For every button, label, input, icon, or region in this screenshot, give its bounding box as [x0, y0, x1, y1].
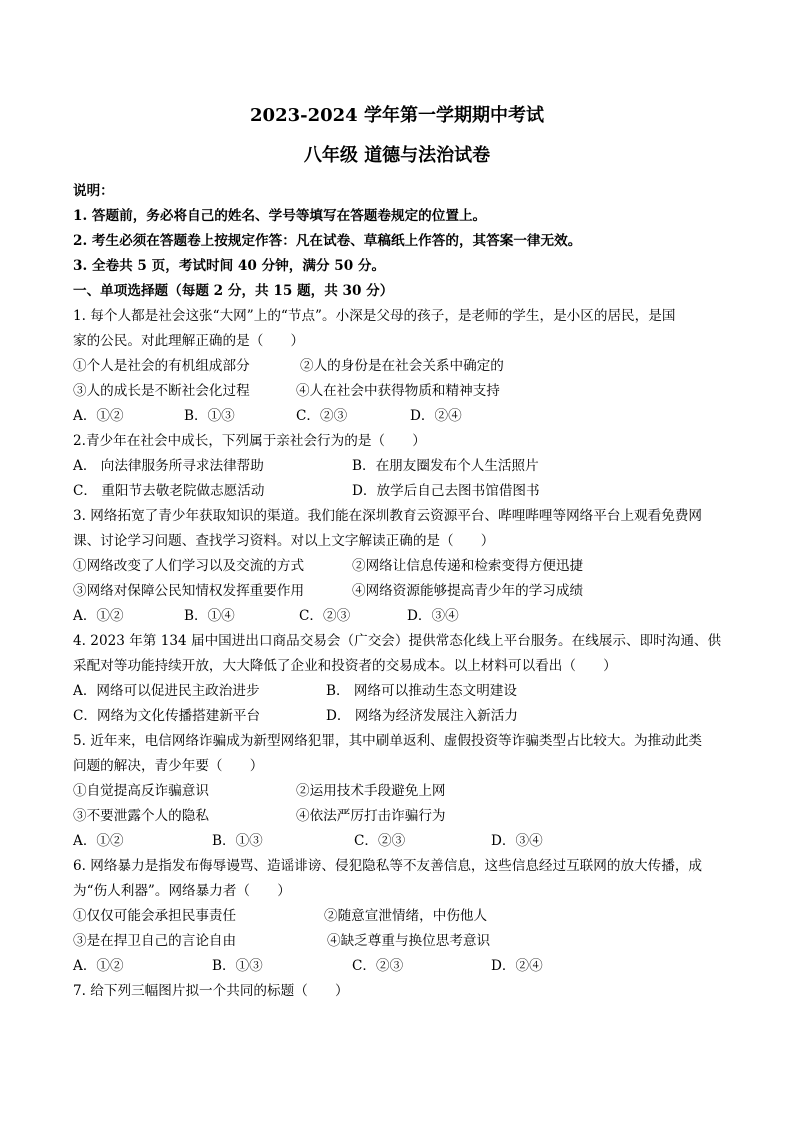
statement: ②运用技术手段避免上网	[296, 783, 446, 799]
exam-subtitle: 八年级 道德与法治试卷	[303, 145, 491, 166]
option: A．网络可以促进民主政治进步	[73, 683, 260, 699]
statement: ④人在社会中获得物质和精神支持	[296, 383, 500, 399]
statement: ①网络改变了人们学习以及交流的方式	[73, 558, 305, 574]
option: B．①④	[184, 608, 235, 624]
option: A． 向法律服务所寻求法律帮助	[73, 458, 264, 474]
option: B．①③	[212, 833, 263, 849]
question-stem: 3. 网络拓宽了青少年获取知识的渠道。我们能在深圳教育云资源平台、哔哩哔哩等网络平台上观看免费网	[73, 508, 703, 524]
statement: ③不要泄露个人的隐私	[73, 808, 209, 824]
option: B．①③	[212, 958, 263, 974]
option: A．①②	[73, 608, 124, 624]
question-stem: 采配对等功能持续开放，大大降低了企业和投资者的交易成本。以上材料可以看出（ ）	[73, 658, 617, 674]
question-stem: 6. 网络暴力是指发布侮辱谩骂、造谣诽谤、侵犯隐私等不友善信息，这些信息经过互联网的放大传播，成	[73, 858, 703, 874]
option: C．网络为文化传播搭建新平台	[73, 708, 261, 724]
question-stem: 2.青少年在社会中成长，下列属于亲社会行为的是（ ）	[73, 433, 426, 449]
option: D．放学后自己去图书馆借图书	[352, 483, 540, 499]
option: D． 网络为经济发展注入新活力	[326, 708, 518, 724]
option: B．在朋友圈发布个人生活照片	[352, 458, 539, 474]
instructions-heading: 说明：	[73, 183, 114, 199]
option: A．①②	[73, 833, 124, 849]
option: D．②④	[410, 408, 462, 424]
statement: ②网络让信息传递和检索变得方便迅捷	[352, 558, 584, 574]
question-stem: 问题的解决，青少年要（ ）	[73, 758, 264, 774]
question-stem: 课、讨论学习问题、查找学习资料。对以上文字解读正确的是（ ）	[73, 533, 495, 549]
instruction-item: 3. 全卷共 5 页，考试时间 40 分钟，满分 50 分。	[73, 258, 386, 274]
option: B．①③	[184, 408, 235, 424]
question-stem: 4. 2023 年第 134 届中国进出口商品交易会（广交会）提供常态化线上平台服务。在线展示、即时沟通、供	[73, 633, 722, 649]
option: D．②④	[491, 958, 543, 974]
statement: ②人的身份是在社会关系中确定的	[300, 358, 504, 374]
option: A．①②	[73, 408, 124, 424]
option: D．③④	[407, 608, 459, 624]
section-heading: 一、单项选择题（每题 2 分，共 15 题，共 30 分）	[73, 283, 394, 299]
option: C． 重阳节去敬老院做志愿活动	[73, 483, 265, 499]
exam-title: 2023-2024 学年第一学期期中考试	[250, 105, 544, 126]
statement: ④网络资源能够提高青少年的学习成绩	[352, 583, 584, 599]
statement: ③人的成长是不断社会化过程	[73, 383, 250, 399]
instruction-item: 2. 考生必须在答题卷上按规定作答：凡在试卷、草稿纸上作答的，其答案一律无效。	[73, 233, 582, 249]
statement: ②随意宣泄情绪，中伤他人	[324, 908, 488, 924]
statement: ④依法严厉打击诈骗行为	[296, 808, 446, 824]
statement: ①个人是社会的有机组成部分	[73, 358, 250, 374]
instruction-item: 1. 答题前，务必将自己的姓名、学号等填写在答题卷规定的位置上。	[73, 208, 487, 224]
option: D．③④	[491, 833, 543, 849]
option: A．①②	[73, 958, 124, 974]
option: C．②③	[354, 833, 406, 849]
statement: ①仅仅可能会承担民事责任	[73, 908, 237, 924]
question-stem: 为“伤人利器”。网络暴力者（ ）	[73, 883, 291, 899]
option: C．②③	[296, 408, 348, 424]
option: C．②③	[299, 608, 351, 624]
option: C．②③	[352, 958, 404, 974]
option: B． 网络可以推动生态文明建设	[326, 683, 518, 699]
question-stem: 5. 近年来，电信网络诈骗成为新型网络犯罪，其中刷单返利、虚假投资等诈骗类型占比较大。为推动此类	[73, 733, 703, 749]
statement: ③是在捍卫自己的言论自由	[73, 933, 237, 949]
question-stem: 1. 每个人都是社会这张“大网”上的“节点”。小深是父母的孩子，是老师的学生，是小区的居民，是国	[73, 308, 676, 324]
statement: ③网络对保障公民知情权发挥重要作用	[73, 583, 305, 599]
statement: ①自觉提高反诈骗意识	[73, 783, 209, 799]
statement: ④缺乏尊重与换位思考意识	[327, 933, 491, 949]
question-stem: 7. 给下列三幅图片拟一个共同的标题（ ）	[73, 983, 349, 999]
question-stem: 家的公民。对此理解正确的是（ ）	[73, 333, 305, 349]
